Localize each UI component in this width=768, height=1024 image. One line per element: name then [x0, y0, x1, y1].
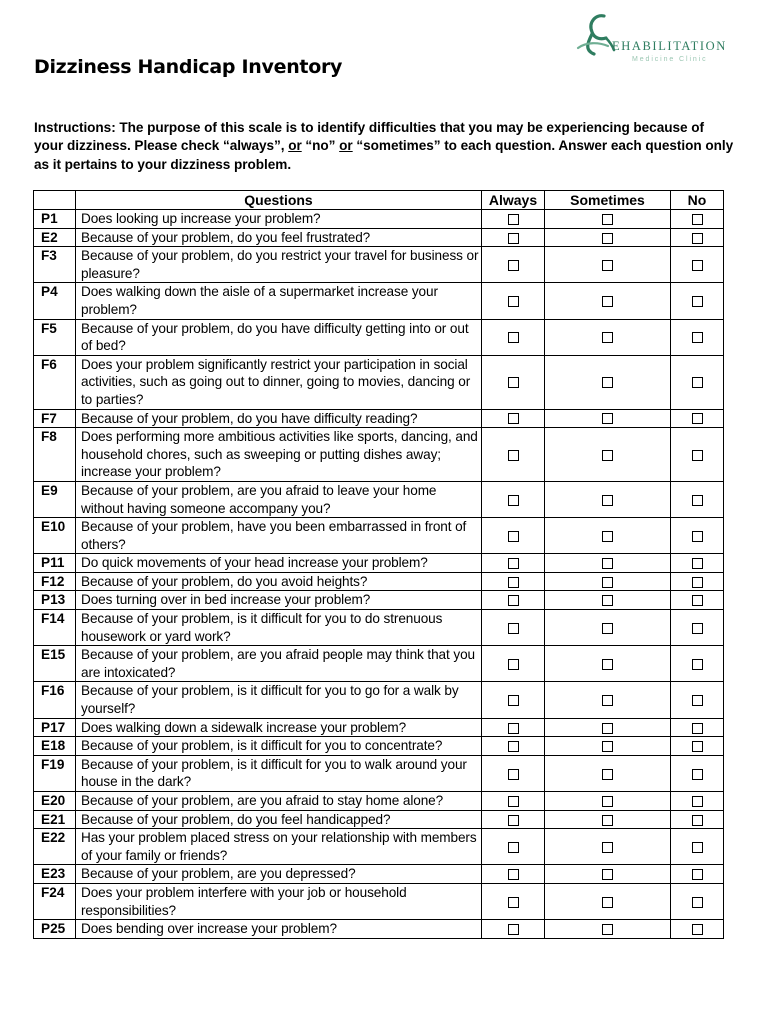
question-text: Does looking up increase your problem?	[76, 210, 482, 229]
question-text: Because of your problem, do you feel handicapped?	[76, 810, 482, 829]
checkbox-sometimes[interactable]	[602, 796, 613, 807]
answer-cell-sometimes	[545, 646, 671, 682]
checkbox-always[interactable]	[508, 659, 519, 670]
checkbox-sometimes[interactable]	[602, 260, 613, 271]
question-code: F3	[34, 247, 76, 283]
answer-cell-sometimes	[545, 682, 671, 718]
answer-cell-no	[671, 718, 724, 737]
checkbox-sometimes[interactable]	[602, 815, 613, 826]
answer-cell-sometimes	[545, 829, 671, 865]
checkbox-no[interactable]	[692, 842, 703, 853]
table-row	[34, 920, 724, 939]
checkbox-no[interactable]	[692, 769, 703, 780]
checkbox-always[interactable]	[508, 577, 519, 588]
answer-cell-always	[482, 920, 545, 939]
table-row	[34, 755, 724, 791]
question-text: Because of your problem, do you feel frustrated?	[76, 228, 482, 247]
checkbox-sometimes[interactable]	[602, 842, 613, 853]
answer-cell-no	[671, 554, 724, 573]
question-code: F7	[34, 409, 76, 428]
answer-cell-always	[482, 428, 545, 482]
answer-cell-sometimes	[545, 428, 671, 482]
checkbox-sometimes[interactable]	[602, 531, 613, 542]
checkbox-sometimes[interactable]	[602, 377, 613, 388]
table-row	[34, 518, 724, 554]
answer-cell-no	[671, 829, 724, 865]
answer-cell-always	[482, 518, 545, 554]
question-code: E22	[34, 829, 76, 865]
answer-cell-always	[482, 591, 545, 610]
answer-cell-always	[482, 883, 545, 919]
answer-cell-sometimes	[545, 409, 671, 428]
checkbox-no[interactable]	[692, 332, 703, 343]
answer-cell-always	[482, 481, 545, 517]
answer-cell-no	[671, 481, 724, 517]
answer-cell-no	[671, 591, 724, 610]
checkbox-sometimes[interactable]	[602, 659, 613, 670]
answer-cell-no	[671, 428, 724, 482]
header-always: Always	[482, 191, 545, 210]
checkbox-sometimes[interactable]	[602, 450, 613, 461]
table-row	[34, 792, 724, 811]
answer-cell-always	[482, 646, 545, 682]
checkbox-no[interactable]	[692, 233, 703, 244]
checkbox-no[interactable]	[692, 495, 703, 506]
checkbox-sometimes[interactable]	[602, 897, 613, 908]
checkbox-no[interactable]	[692, 377, 703, 388]
checkbox-no[interactable]	[692, 741, 703, 752]
question-code: F14	[34, 610, 76, 646]
checkbox-sometimes[interactable]	[602, 233, 613, 244]
answer-cell-sometimes	[545, 283, 671, 319]
answer-cell-sometimes	[545, 518, 671, 554]
checkbox-sometimes[interactable]	[602, 296, 613, 307]
table-row	[34, 682, 724, 718]
checkbox-no[interactable]	[692, 695, 703, 706]
answer-cell-always	[482, 210, 545, 229]
question-text: Does bending over increase your problem?	[76, 920, 482, 939]
checkbox-sometimes[interactable]	[602, 924, 613, 935]
checkbox-no[interactable]	[692, 531, 703, 542]
answer-cell-always	[482, 355, 545, 409]
question-text: Because of your problem, are you depressed?	[76, 865, 482, 884]
checkbox-no[interactable]	[692, 897, 703, 908]
table-row	[34, 554, 724, 573]
table-row	[34, 428, 724, 482]
question-text: Does walking down the aisle of a supermarket increase your problem?	[76, 283, 482, 319]
page-title: Dizziness Handicap Inventory	[34, 56, 343, 78]
question-text: Because of your problem, do you have difficulty reading?	[76, 409, 482, 428]
instructions-or-2: or	[339, 138, 353, 154]
checkbox-sometimes[interactable]	[602, 332, 613, 343]
question-code: E23	[34, 865, 76, 884]
question-code: F24	[34, 883, 76, 919]
question-text: Do quick movements of your head increase your problem?	[76, 554, 482, 573]
answer-cell-no	[671, 792, 724, 811]
checkbox-no[interactable]	[692, 723, 703, 734]
answer-cell-sometimes	[545, 247, 671, 283]
checkbox-always[interactable]	[508, 796, 519, 807]
answer-cell-always	[482, 682, 545, 718]
checkbox-always[interactable]	[508, 332, 519, 343]
question-code: E20	[34, 792, 76, 811]
table-row	[34, 319, 724, 355]
answer-cell-no	[671, 247, 724, 283]
table-row	[34, 283, 724, 319]
question-text: Has your problem placed stress on your relationship with members of your family or friends?	[76, 829, 482, 865]
checkbox-always[interactable]	[508, 924, 519, 935]
answer-cell-always	[482, 810, 545, 829]
checkbox-sometimes[interactable]	[602, 495, 613, 506]
checkbox-always[interactable]	[508, 623, 519, 634]
question-code: P1	[34, 210, 76, 229]
question-text: Because of your problem, do you restrict your travel for business or pleasure?	[76, 247, 482, 283]
question-text: Because of your problem, are you afraid people may think that you are intoxicated?	[76, 646, 482, 682]
answer-cell-no	[671, 920, 724, 939]
checkbox-sometimes[interactable]	[602, 723, 613, 734]
checkbox-always[interactable]	[508, 413, 519, 424]
answer-cell-sometimes	[545, 792, 671, 811]
checkbox-always[interactable]	[508, 897, 519, 908]
clinic-logo	[576, 12, 726, 68]
checkbox-sometimes[interactable]	[602, 214, 613, 225]
table-row	[34, 355, 724, 409]
checkbox-always[interactable]	[508, 769, 519, 780]
answer-cell-no	[671, 865, 724, 884]
checkbox-sometimes[interactable]	[602, 595, 613, 606]
answer-cell-always	[482, 610, 545, 646]
answer-cell-sometimes	[545, 610, 671, 646]
answer-cell-no	[671, 283, 724, 319]
checkbox-always[interactable]	[508, 296, 519, 307]
checkbox-sometimes[interactable]	[602, 769, 613, 780]
question-code: P17	[34, 718, 76, 737]
question-text: Does walking down a sidewalk increase your problem?	[76, 718, 482, 737]
question-text: Because of your problem, do you have difficulty getting into or out of bed?	[76, 319, 482, 355]
question-code: F19	[34, 755, 76, 791]
answer-cell-sometimes	[545, 591, 671, 610]
answer-cell-sometimes	[545, 228, 671, 247]
checkbox-sometimes[interactable]	[602, 623, 613, 634]
answer-cell-sometimes	[545, 920, 671, 939]
table-row	[34, 247, 724, 283]
answer-cell-no	[671, 610, 724, 646]
checkbox-no[interactable]	[692, 577, 703, 588]
question-text: Does your problem significantly restrict your participation in social activities, such as going out to dinner, going to movies, dancing or to parties?	[76, 355, 482, 409]
question-code: E18	[34, 737, 76, 756]
table-row	[34, 646, 724, 682]
question-code: E9	[34, 481, 76, 517]
instructions	[34, 119, 734, 174]
logo-brand-text: EHABILITATION	[612, 39, 727, 53]
answer-cell-no	[671, 518, 724, 554]
answer-cell-no	[671, 646, 724, 682]
table-row	[34, 883, 724, 919]
table-header-row	[34, 191, 724, 210]
answer-cell-always	[482, 319, 545, 355]
table-row	[34, 210, 724, 229]
instructions-text-3: “sometimes” to each question. Answer each question only as it pertains to your dizziness problem.	[34, 138, 734, 172]
checkbox-sometimes[interactable]	[602, 558, 613, 569]
table-row	[34, 572, 724, 591]
checkbox-sometimes[interactable]	[602, 869, 613, 880]
answer-cell-sometimes	[545, 737, 671, 756]
answer-cell-always	[482, 865, 545, 884]
answer-cell-sometimes	[545, 755, 671, 791]
answer-cell-always	[482, 409, 545, 428]
answer-cell-no	[671, 228, 724, 247]
checkbox-sometimes[interactable]	[602, 413, 613, 424]
checkbox-no[interactable]	[692, 260, 703, 271]
checkbox-always[interactable]	[508, 214, 519, 225]
checkbox-always[interactable]	[508, 495, 519, 506]
table-row	[34, 737, 724, 756]
checkbox-always[interactable]	[508, 531, 519, 542]
table-row	[34, 228, 724, 247]
checkbox-always[interactable]	[508, 842, 519, 853]
question-code: F5	[34, 319, 76, 355]
answer-cell-always	[482, 718, 545, 737]
answer-cell-sometimes	[545, 883, 671, 919]
checkbox-no[interactable]	[692, 214, 703, 225]
table-row	[34, 481, 724, 517]
header-code	[34, 191, 76, 210]
question-code: E2	[34, 228, 76, 247]
question-text: Because of your problem, is it difficult for you to concentrate?	[76, 737, 482, 756]
checkbox-always[interactable]	[508, 595, 519, 606]
answer-cell-no	[671, 682, 724, 718]
checkbox-sometimes[interactable]	[602, 577, 613, 588]
question-text: Because of your problem, are you afraid to stay home alone?	[76, 792, 482, 811]
answer-cell-sometimes	[545, 210, 671, 229]
answer-cell-sometimes	[545, 810, 671, 829]
instructions-text-2: “no”	[301, 138, 340, 154]
question-text: Because of your problem, is it difficult for you to do strenuous housework or yard work?	[76, 610, 482, 646]
answer-cell-no	[671, 883, 724, 919]
answer-cell-no	[671, 355, 724, 409]
checkbox-no[interactable]	[692, 869, 703, 880]
header-no: No	[671, 191, 724, 210]
table-row	[34, 409, 724, 428]
answer-cell-sometimes	[545, 481, 671, 517]
answer-cell-always	[482, 829, 545, 865]
answer-cell-sometimes	[545, 718, 671, 737]
answer-cell-no	[671, 210, 724, 229]
checkbox-no[interactable]	[692, 296, 703, 307]
question-code: E15	[34, 646, 76, 682]
answer-cell-sometimes	[545, 319, 671, 355]
question-code: F6	[34, 355, 76, 409]
answer-cell-sometimes	[545, 572, 671, 591]
question-code: E21	[34, 810, 76, 829]
checkbox-always[interactable]	[508, 815, 519, 826]
table-row	[34, 610, 724, 646]
answer-cell-sometimes	[545, 554, 671, 573]
answer-cell-always	[482, 247, 545, 283]
answer-cell-always	[482, 554, 545, 573]
checkbox-always[interactable]	[508, 741, 519, 752]
question-text: Because of your problem, is it difficult for you to go for a walk by yourself?	[76, 682, 482, 718]
answer-cell-always	[482, 755, 545, 791]
checkbox-no[interactable]	[692, 450, 703, 461]
logo-subtitle: Medicine Clinic	[632, 56, 708, 63]
checkbox-always[interactable]	[508, 558, 519, 569]
checkbox-no[interactable]	[692, 623, 703, 634]
checkbox-sometimes[interactable]	[602, 741, 613, 752]
question-text: Does performing more ambitious activities like sports, dancing, and household chores, such as sweeping or putting dishes away; increase your problem?	[76, 428, 482, 482]
table-row	[34, 718, 724, 737]
question-code: P25	[34, 920, 76, 939]
question-text: Does your problem interfere with your job or household responsibilities?	[76, 883, 482, 919]
answer-cell-no	[671, 810, 724, 829]
instructions-or-1: or	[288, 138, 302, 154]
checkbox-always[interactable]	[508, 723, 519, 734]
checkbox-always[interactable]	[508, 869, 519, 880]
answer-cell-no	[671, 737, 724, 756]
answer-cell-always	[482, 572, 545, 591]
questionnaire-table	[33, 190, 724, 939]
question-text: Does turning over in bed increase your problem?	[76, 591, 482, 610]
checkbox-no[interactable]	[692, 815, 703, 826]
header-questions: Questions	[76, 191, 482, 210]
table-row	[34, 829, 724, 865]
table-row	[34, 591, 724, 610]
checkbox-always[interactable]	[508, 695, 519, 706]
question-text: Because of your problem, is it difficult for you to walk around your house in the dark?	[76, 755, 482, 791]
questionnaire-body	[34, 210, 724, 939]
checkbox-no[interactable]	[692, 924, 703, 935]
question-code: F12	[34, 572, 76, 591]
question-code: F8	[34, 428, 76, 482]
answer-cell-sometimes	[545, 355, 671, 409]
table-row	[34, 810, 724, 829]
checkbox-no[interactable]	[692, 595, 703, 606]
header-sometimes: Sometimes	[545, 191, 671, 210]
table-row	[34, 865, 724, 884]
checkbox-sometimes[interactable]	[602, 695, 613, 706]
question-code: P13	[34, 591, 76, 610]
checkbox-no[interactable]	[692, 796, 703, 807]
question-code: F16	[34, 682, 76, 718]
question-code: E10	[34, 518, 76, 554]
answer-cell-always	[482, 228, 545, 247]
answer-cell-no	[671, 409, 724, 428]
question-code: P4	[34, 283, 76, 319]
question-text: Because of your problem, have you been embarrassed in front of others?	[76, 518, 482, 554]
answer-cell-always	[482, 737, 545, 756]
checkbox-no[interactable]	[692, 659, 703, 670]
checkbox-always[interactable]	[508, 450, 519, 461]
checkbox-always[interactable]	[508, 260, 519, 271]
answer-cell-no	[671, 319, 724, 355]
question-text: Because of your problem, are you afraid to leave your home without having someone accompany you?	[76, 481, 482, 517]
answer-cell-no	[671, 755, 724, 791]
checkbox-no[interactable]	[692, 558, 703, 569]
checkbox-no[interactable]	[692, 413, 703, 424]
checkbox-always[interactable]	[508, 377, 519, 388]
instructions-text-1: Instructions: The purpose of this scale is to identify difficulties that you may be experiencing because of your dizziness. Please check “always”,	[34, 120, 704, 154]
answer-cell-always	[482, 792, 545, 811]
answer-cell-no	[671, 572, 724, 591]
checkbox-always[interactable]	[508, 233, 519, 244]
answer-cell-sometimes	[545, 865, 671, 884]
answer-cell-always	[482, 283, 545, 319]
question-code: P11	[34, 554, 76, 573]
question-text: Because of your problem, do you avoid heights?	[76, 572, 482, 591]
